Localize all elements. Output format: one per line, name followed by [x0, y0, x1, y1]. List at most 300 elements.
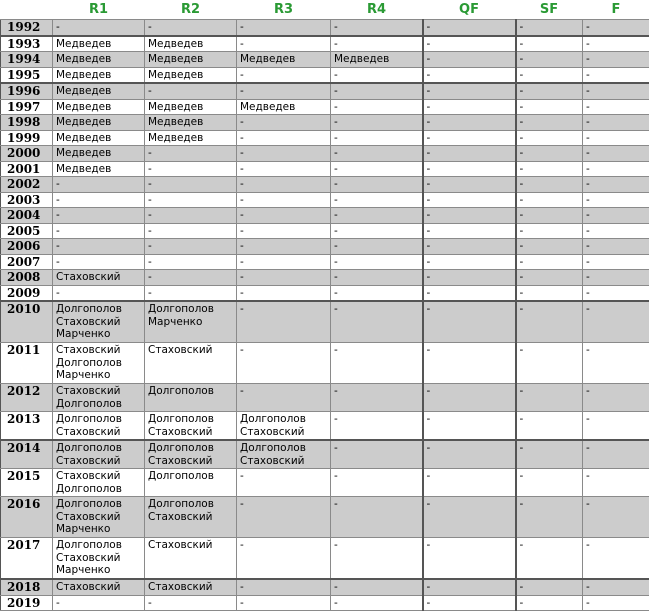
cell-f: [583, 67, 649, 83]
cell-f: [583, 412, 649, 441]
table-row: [1, 67, 649, 83]
player-name: -: [240, 132, 327, 145]
player-name: -: [586, 442, 646, 455]
player-name: -: [240, 498, 327, 511]
cell-r2: [145, 538, 237, 580]
table-row: [1, 223, 649, 239]
cell-r3: [237, 115, 331, 131]
cell-r4: [331, 99, 423, 115]
player-name: -: [334, 470, 419, 483]
cell-r2: [145, 36, 237, 52]
table-row: [1, 130, 649, 146]
cell-r1: [53, 192, 145, 208]
player-name: -: [240, 21, 327, 34]
player-name: -: [334, 498, 419, 511]
player-name: Стаховский: [56, 344, 141, 357]
cell-r1: [53, 595, 145, 611]
cell-sf: [516, 83, 583, 99]
player-name: Стаховский: [56, 455, 141, 468]
cell-r1: [53, 20, 145, 36]
player-name: -: [427, 209, 512, 222]
player-name: Марченко: [56, 328, 141, 341]
cell-r2: [145, 384, 237, 412]
cell-sf: [516, 497, 583, 538]
cell-r2: [145, 270, 237, 286]
player-name: Долгополов: [56, 539, 141, 552]
player-name: -: [427, 385, 512, 398]
year-cell: 1998: [1, 115, 53, 131]
cell-qf: [423, 469, 516, 497]
cell-r4: [331, 177, 423, 193]
player-name: -: [427, 147, 512, 160]
player-name: -: [520, 85, 580, 98]
cell-qf: [423, 192, 516, 208]
cell-f: [583, 130, 649, 146]
table-row: [1, 595, 649, 611]
cell-r4: [331, 161, 423, 177]
year-cell: 2018: [1, 579, 53, 595]
cell-r3: [237, 161, 331, 177]
player-name: -: [586, 287, 646, 300]
cell-r3: [237, 285, 331, 301]
cell-r3: [237, 36, 331, 52]
cell-qf: [423, 161, 516, 177]
year-cell: 1993: [1, 36, 53, 52]
player-name: Медведев: [56, 85, 141, 98]
cell-r1: [53, 52, 145, 68]
player-name: -: [586, 38, 646, 51]
table-row: [1, 239, 649, 255]
player-name: -: [427, 163, 512, 176]
cell-f: [583, 384, 649, 412]
player-name: -: [148, 163, 233, 176]
table-row: [1, 384, 649, 412]
player-name: -: [334, 225, 419, 238]
cell-r4: [331, 595, 423, 611]
player-name: Медведев: [148, 69, 233, 82]
player-name: -: [56, 178, 141, 191]
table-row: [1, 343, 649, 384]
cell-r3: [237, 223, 331, 239]
player-name: -: [240, 116, 327, 129]
player-name: Стаховский: [240, 426, 327, 439]
cell-sf: [516, 254, 583, 270]
player-name: -: [334, 209, 419, 222]
cell-r3: [237, 595, 331, 611]
cell-r2: [145, 20, 237, 36]
player-name: -: [240, 147, 327, 160]
player-name: -: [520, 163, 580, 176]
cell-qf: [423, 497, 516, 538]
player-name: -: [586, 225, 646, 238]
player-name: -: [148, 271, 233, 284]
cell-r1: [53, 412, 145, 441]
player-name: Стаховский: [148, 539, 233, 552]
year-cell: 1996: [1, 83, 53, 99]
player-name: -: [240, 287, 327, 300]
cell-r2: [145, 130, 237, 146]
year-cell: 2010: [1, 301, 53, 343]
player-name: -: [148, 85, 233, 98]
cell-qf: [423, 177, 516, 193]
player-name: -: [520, 271, 580, 284]
player-name: -: [520, 209, 580, 222]
cell-f: [583, 595, 649, 611]
cell-r3: [237, 412, 331, 441]
cell-r4: [331, 440, 423, 469]
cell-r2: [145, 497, 237, 538]
cell-r3: [237, 384, 331, 412]
player-name: -: [520, 470, 580, 483]
cell-qf: [423, 67, 516, 83]
cell-sf: [516, 412, 583, 441]
player-name: -: [520, 442, 580, 455]
cell-sf: [516, 579, 583, 595]
cell-r2: [145, 254, 237, 270]
cell-r2: [145, 67, 237, 83]
player-name: -: [148, 597, 233, 610]
cell-sf: [516, 223, 583, 239]
cell-r1: [53, 36, 145, 52]
cell-r2: [145, 595, 237, 611]
cell-f: [583, 20, 649, 36]
cell-r4: [331, 285, 423, 301]
cell-r3: [237, 239, 331, 255]
cell-r1: [53, 99, 145, 115]
cell-r4: [331, 469, 423, 497]
player-name: -: [334, 69, 419, 82]
player-name: -: [334, 21, 419, 34]
player-name: Медведев: [56, 147, 141, 160]
cell-r1: [53, 115, 145, 131]
header-r1: R1: [53, 0, 145, 20]
table-row: [1, 20, 649, 36]
player-name: Медведев: [240, 53, 327, 66]
player-name: -: [334, 85, 419, 98]
cell-qf: [423, 36, 516, 52]
player-name: -: [520, 53, 580, 66]
player-name: Марченко: [56, 369, 141, 382]
cell-sf: [516, 99, 583, 115]
cell-f: [583, 177, 649, 193]
player-name: -: [334, 581, 419, 594]
cell-r1: [53, 177, 145, 193]
cell-qf: [423, 208, 516, 224]
year-cell: 2003: [1, 192, 53, 208]
player-name: Медведев: [148, 101, 233, 114]
cell-sf: [516, 208, 583, 224]
year-cell: 1999: [1, 130, 53, 146]
player-name: -: [586, 498, 646, 511]
year-cell: 1997: [1, 99, 53, 115]
cell-qf: [423, 384, 516, 412]
cell-qf: [423, 52, 516, 68]
player-name: -: [240, 470, 327, 483]
year-cell: 2011: [1, 343, 53, 384]
player-name: -: [520, 344, 580, 357]
cell-sf: [516, 192, 583, 208]
cell-r2: [145, 192, 237, 208]
cell-r4: [331, 67, 423, 83]
table-row: [1, 270, 649, 286]
cell-r4: [331, 146, 423, 162]
cell-f: [583, 343, 649, 384]
cell-sf: [516, 67, 583, 83]
cell-r4: [331, 36, 423, 52]
cell-r1: [53, 146, 145, 162]
cell-qf: [423, 239, 516, 255]
header-qf: QF: [423, 0, 516, 20]
cell-qf: [423, 270, 516, 286]
player-name: -: [240, 85, 327, 98]
cell-r3: [237, 579, 331, 595]
player-name: -: [240, 385, 327, 398]
year-cell: 2013: [1, 412, 53, 441]
cell-r4: [331, 412, 423, 441]
header-f: F: [583, 0, 649, 20]
player-name: Долгополов: [148, 498, 233, 511]
player-name: Медведев: [56, 38, 141, 51]
player-name: -: [240, 597, 327, 610]
player-name: -: [334, 385, 419, 398]
player-name: -: [520, 385, 580, 398]
player-name: -: [56, 240, 141, 253]
cell-r4: [331, 192, 423, 208]
player-name: -: [56, 287, 141, 300]
table-row: [1, 497, 649, 538]
cell-r4: [331, 52, 423, 68]
cell-qf: [423, 579, 516, 595]
cell-sf: [516, 161, 583, 177]
cell-f: [583, 161, 649, 177]
cell-r4: [331, 130, 423, 146]
player-name: -: [520, 178, 580, 191]
cell-r3: [237, 177, 331, 193]
cell-sf: [516, 343, 583, 384]
player-name: -: [586, 53, 646, 66]
cell-sf: [516, 270, 583, 286]
player-name: -: [520, 101, 580, 114]
player-name: -: [520, 597, 580, 610]
player-name: -: [586, 344, 646, 357]
cell-r1: [53, 161, 145, 177]
player-name: -: [334, 240, 419, 253]
cell-r4: [331, 208, 423, 224]
cell-qf: [423, 146, 516, 162]
cell-qf: [423, 83, 516, 99]
player-name: Медведев: [56, 69, 141, 82]
player-name: -: [427, 225, 512, 238]
cell-sf: [516, 285, 583, 301]
cell-f: [583, 301, 649, 343]
cell-r1: [53, 440, 145, 469]
cell-sf: [516, 115, 583, 131]
header-row: [1, 0, 649, 20]
player-name: -: [334, 597, 419, 610]
table-header: [1, 0, 649, 20]
cell-qf: [423, 285, 516, 301]
cell-r3: [237, 20, 331, 36]
player-name: Медведев: [56, 101, 141, 114]
year-cell: 2014: [1, 440, 53, 469]
cell-r3: [237, 67, 331, 83]
year-cell: 1992: [1, 20, 53, 36]
table-row: [1, 52, 649, 68]
cell-sf: [516, 20, 583, 36]
player-name: -: [240, 303, 327, 316]
player-name: -: [427, 101, 512, 114]
cell-r3: [237, 130, 331, 146]
year-cell: 2017: [1, 538, 53, 580]
cell-r4: [331, 115, 423, 131]
table-row: [1, 177, 649, 193]
header-r2: R2: [145, 0, 237, 20]
player-name: Медведев: [148, 53, 233, 66]
cell-sf: [516, 469, 583, 497]
player-name: Медведев: [334, 53, 419, 66]
cell-sf: [516, 36, 583, 52]
player-name: -: [586, 101, 646, 114]
cell-f: [583, 208, 649, 224]
year-cell: 1995: [1, 67, 53, 83]
player-name: -: [520, 240, 580, 253]
player-name: -: [56, 21, 141, 34]
cell-r4: [331, 538, 423, 580]
player-name: Долгополов: [148, 385, 233, 398]
player-name: -: [334, 101, 419, 114]
player-name: Медведев: [56, 163, 141, 176]
cell-r1: [53, 239, 145, 255]
player-name: -: [240, 581, 327, 594]
cell-r3: [237, 497, 331, 538]
cell-f: [583, 146, 649, 162]
player-name: Стаховский: [148, 344, 233, 357]
player-name: -: [427, 53, 512, 66]
player-name: Долгополов: [148, 413, 233, 426]
player-name: -: [586, 240, 646, 253]
player-name: -: [586, 209, 646, 222]
player-name: -: [240, 163, 327, 176]
player-name: -: [334, 539, 419, 552]
player-name: -: [427, 38, 512, 51]
player-name: -: [586, 303, 646, 316]
player-name: -: [520, 38, 580, 51]
cell-f: [583, 469, 649, 497]
cell-qf: [423, 254, 516, 270]
cell-r2: [145, 343, 237, 384]
player-name: -: [586, 163, 646, 176]
cell-r2: [145, 99, 237, 115]
player-name: -: [427, 413, 512, 426]
cell-sf: [516, 595, 583, 611]
cell-qf: [423, 440, 516, 469]
player-name: -: [427, 21, 512, 34]
player-name: -: [240, 271, 327, 284]
player-name: Стаховский: [56, 426, 141, 439]
cell-r4: [331, 239, 423, 255]
player-name: -: [334, 116, 419, 129]
cell-sf: [516, 177, 583, 193]
cell-r4: [331, 497, 423, 538]
player-name: Медведев: [148, 38, 233, 51]
table-row: [1, 254, 649, 270]
cell-r3: [237, 270, 331, 286]
cell-r4: [331, 384, 423, 412]
cell-r3: [237, 469, 331, 497]
player-name: -: [334, 344, 419, 357]
cell-r1: [53, 83, 145, 99]
table-row: [1, 192, 649, 208]
cell-f: [583, 538, 649, 580]
cell-sf: [516, 130, 583, 146]
player-name: Долгополов: [240, 413, 327, 426]
player-name: Стаховский: [148, 455, 233, 468]
player-name: -: [427, 194, 512, 207]
player-name: -: [427, 178, 512, 191]
cell-f: [583, 440, 649, 469]
player-name: Долгополов: [56, 483, 141, 496]
player-name: Долгополов: [148, 303, 233, 316]
player-name: -: [586, 132, 646, 145]
cell-qf: [423, 343, 516, 384]
player-name: -: [427, 256, 512, 269]
cell-f: [583, 239, 649, 255]
cell-r2: [145, 239, 237, 255]
cell-r3: [237, 192, 331, 208]
header-r3: R3: [237, 0, 331, 20]
player-name: -: [586, 147, 646, 160]
cell-r1: [53, 384, 145, 412]
player-name: -: [427, 303, 512, 316]
cell-r3: [237, 301, 331, 343]
player-name: Долгополов: [56, 498, 141, 511]
cell-r4: [331, 254, 423, 270]
cell-sf: [516, 52, 583, 68]
year-cell: 1994: [1, 52, 53, 68]
table-row: [1, 161, 649, 177]
cell-f: [583, 115, 649, 131]
player-name: -: [520, 132, 580, 145]
cell-r4: [331, 83, 423, 99]
player-name: Марченко: [56, 564, 141, 577]
cell-f: [583, 254, 649, 270]
player-name: -: [148, 225, 233, 238]
player-name: -: [427, 539, 512, 552]
player-name: -: [520, 225, 580, 238]
cell-r1: [53, 67, 145, 83]
player-name: -: [427, 132, 512, 145]
player-name: Стаховский: [56, 316, 141, 329]
cell-r2: [145, 412, 237, 441]
cell-r2: [145, 301, 237, 343]
year-cell: 2007: [1, 254, 53, 270]
cell-r1: [53, 223, 145, 239]
cell-sf: [516, 538, 583, 580]
player-name: -: [240, 194, 327, 207]
table-row: [1, 412, 649, 441]
cell-r4: [331, 270, 423, 286]
cell-r2: [145, 115, 237, 131]
player-name: -: [427, 116, 512, 129]
cell-r2: [145, 83, 237, 99]
player-name: Медведев: [148, 116, 233, 129]
year-cell: 2002: [1, 177, 53, 193]
cell-r3: [237, 254, 331, 270]
player-name: Долгополов: [148, 442, 233, 455]
cell-f: [583, 192, 649, 208]
cell-f: [583, 223, 649, 239]
year-cell: 2019: [1, 595, 53, 611]
